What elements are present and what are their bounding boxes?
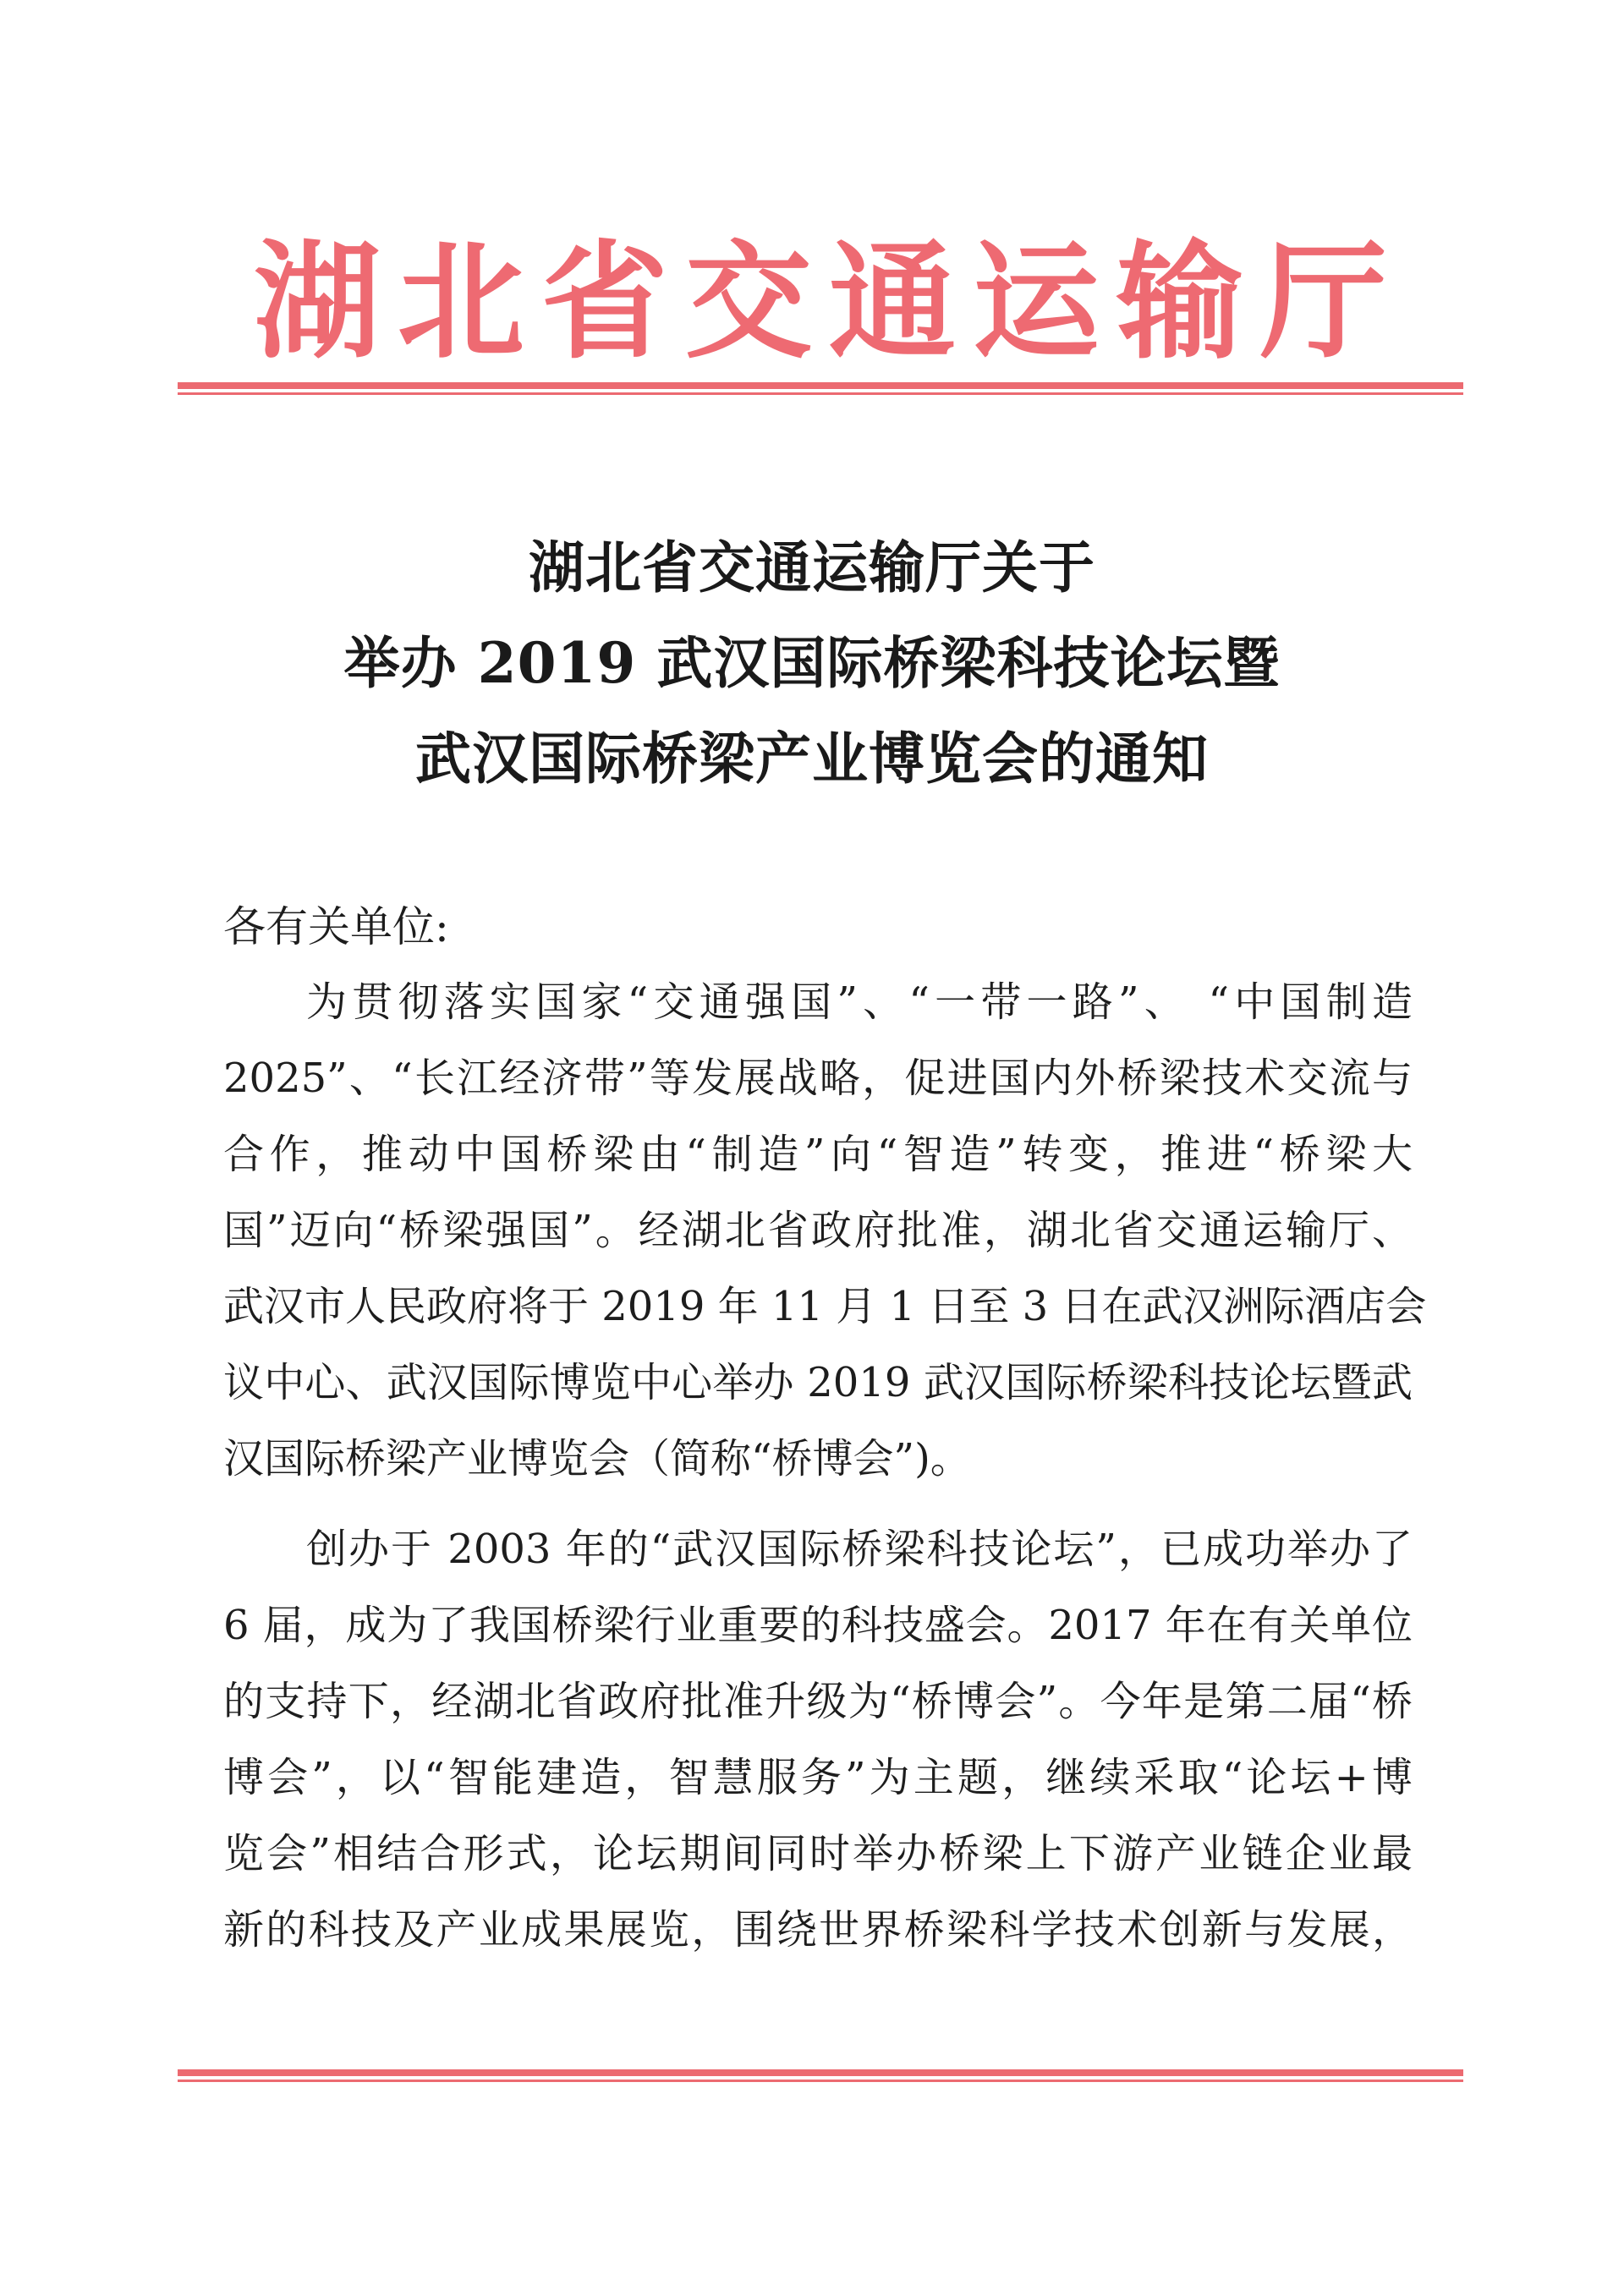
masthead-char: 运 xyxy=(972,228,1100,376)
paragraph-line: 创办于 2003 年的“武汉国际桥梁科技论坛”，已成功举办了 xyxy=(306,1526,1413,1573)
divider-thick-line xyxy=(178,382,1463,389)
divider-thin-line xyxy=(178,2080,1463,2082)
paragraph-line: 武汉市人民政府将于 2019 年 11 月 1 日至 3 日在武汉洲际酒店会 xyxy=(223,1283,1427,1330)
salutation: 各有关单位: xyxy=(223,902,449,951)
paragraph-line: 博会”，以“智能建造，智慧服务”为主题，继续采取“论坛+博 xyxy=(223,1754,1413,1801)
body-paragraph xyxy=(223,1511,1413,1968)
title-line: 湖北省交通运输厅关于 xyxy=(529,534,1095,600)
paragraph-line: 汉国际桥梁产业博览会（简称“桥博会”)。 xyxy=(223,1435,971,1482)
paragraph-line: 2025”、“长江经济带”等发展战略，促进国内外桥梁技术交流与 xyxy=(223,1055,1413,1102)
divider-thick-line xyxy=(178,2069,1463,2076)
masthead-char: 厅 xyxy=(1259,228,1387,376)
paragraph-line: 6 届，成为了我国桥梁行业重要的科技盛会。2017 年在有关单位 xyxy=(223,1602,1413,1649)
masthead-char: 输 xyxy=(1116,228,1243,376)
paragraph-line: 议中心、武汉国际博览中心举办 2019 武汉国际桥梁科技论坛暨武 xyxy=(223,1359,1413,1406)
masthead-char: 通 xyxy=(828,228,956,376)
divider-thin-line xyxy=(178,392,1463,395)
masthead-divider xyxy=(178,382,1463,395)
title-line: 武汉国际桥梁产业博览会的通知 xyxy=(415,726,1209,792)
paragraph-line: 合作，推动中国桥梁由“制造”向“智造”转变，推进“桥梁大 xyxy=(223,1131,1413,1178)
masthead-char: 湖 xyxy=(254,228,381,376)
paragraph-line: 的支持下，经湖北省政府批准升级为“桥博会”。今年是第二届“桥 xyxy=(223,1678,1413,1725)
body-paragraph xyxy=(223,964,1427,1497)
document-title xyxy=(0,520,1624,807)
footer-divider xyxy=(178,2069,1463,2082)
paragraph-line: 为贯彻落实国家“交通强国”、“一带一路”、 “中国制造 xyxy=(306,978,1413,1026)
masthead-char: 交 xyxy=(684,228,812,376)
masthead-char: 北 xyxy=(397,228,524,376)
paragraph-line: 览会”相结合形式，论坛期间同时举办桥梁上下游产业链企业最 xyxy=(223,1830,1413,1877)
title-line: 举办 2019 武汉国际桥梁科技论坛暨 xyxy=(343,630,1281,696)
paragraph-line: 新的科技及产业成果展览，围绕世界桥梁科学技术创新与发展， xyxy=(223,1906,1413,1954)
masthead-char: 省 xyxy=(540,228,668,376)
paragraph-line: 国”迈向“桥梁强国”。经湖北省政府批准，湖北省交通运输厅、 xyxy=(223,1207,1413,1254)
issuer-masthead xyxy=(254,224,1387,381)
